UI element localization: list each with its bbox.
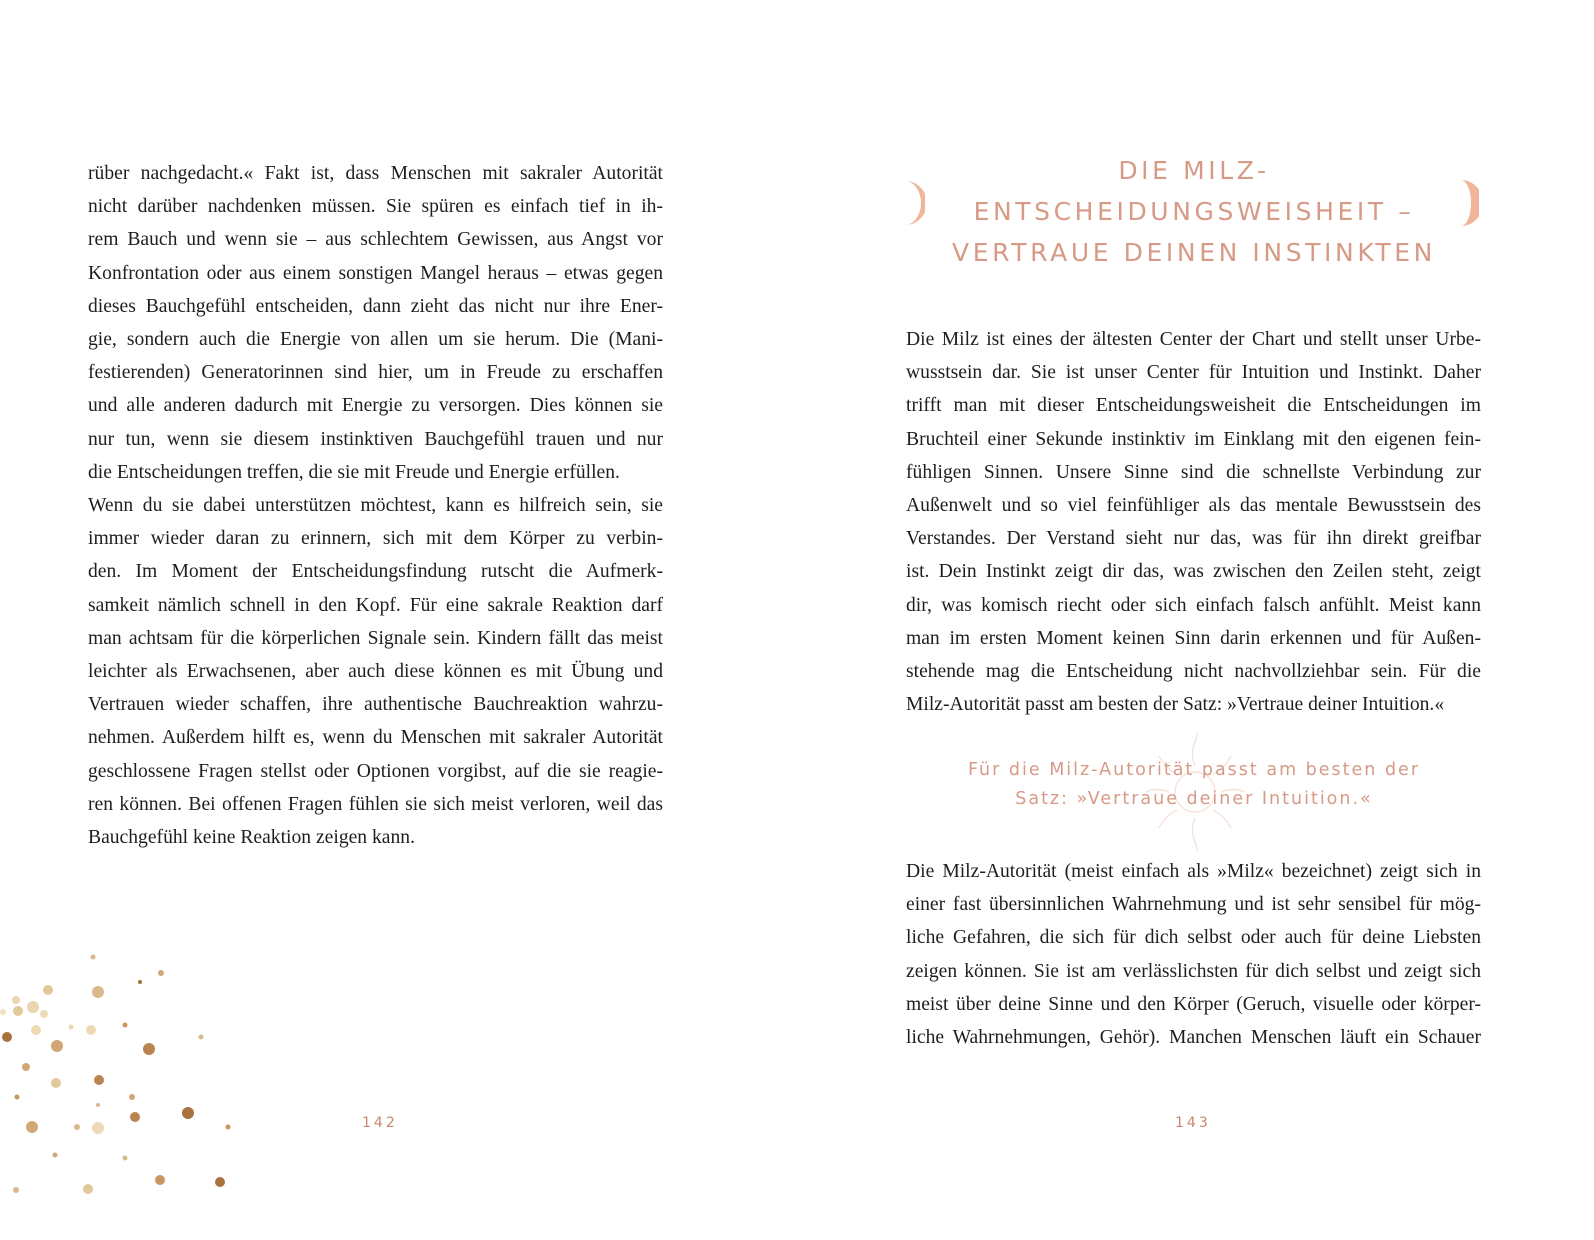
heading-line: DIE MILZ- (1118, 156, 1270, 185)
body-line: nehmen. Außerdem hilft es, wenn du Menschen mit sakraler Autorität (88, 727, 663, 749)
body-line: nur tun, wenn sie diesem instinktiven Bauchgefühl trauen und nur (88, 428, 663, 450)
body-line: stehende mag die Entscheidung nicht nachvollziehbar sein. Für die (906, 661, 1481, 683)
right-body-text-2 (906, 855, 1481, 1054)
body-line: Vertrauen wieder schaffen, ihre authentische Bauchreaktion wahrzu- (88, 694, 663, 716)
body-line: Die Milz-Autorität (meist einfach als »Milz« bezeichnet) zeigt sich in (906, 861, 1481, 882)
body-line: geschlossene Fragen stellst oder Optionen vorgibst, auf die sie reagie- (88, 760, 663, 782)
body-line: immer wieder daran zu erinnern, sich mit dem Körper zu verbin- (88, 528, 663, 550)
body-line: meist über deine Sinne und den Körper (Geruch, visuelle oder körper- (906, 993, 1481, 1015)
body-line: liche Wahrnehmungen, Gehör). Manchen Menschen läuft ein Schauer (906, 1027, 1481, 1049)
body-line: man im ersten Moment keinen Sinn darin erkennen und für Außen- (906, 627, 1481, 649)
body-line: gie, sondern auch die Energie von allen um sie herum. Die (Mani- (88, 329, 663, 351)
body-line: Bruchteil einer Sekunde instinktiv im Einklang mit den eigenen fein- (906, 428, 1481, 450)
right-body-text-1 (906, 323, 1481, 721)
section-heading (897, 150, 1491, 273)
body-line: und alle anderen dadurch mit Energie zu versorgen. Dies können sie (88, 395, 663, 417)
body-line: Bauchgefühl keine Reaktion zeigen kann. (88, 827, 415, 849)
body-line: ist. Dein Instinkt zeigt dir das, was zwischen den Zeilen steht, zeigt (906, 561, 1481, 583)
body-line: nicht darüber nachdenken müssen. Sie spüren es einfach tief in ih- (88, 196, 663, 218)
body-line: fühligen Sinnen. Unsere Sinne sind die schnellste Verbindung zur (906, 461, 1481, 483)
body-line: die Entscheidungen treffen, die sie mit Freude und Energie erfüllen. (88, 461, 620, 483)
page-number: 142 (362, 1115, 398, 1131)
right-page (797, 0, 1594, 1240)
body-line: Konfrontation oder aus einem sonstigen Mangel heraus – etwas gegen (88, 262, 663, 284)
left-body-text (88, 157, 663, 854)
body-line: einer fast übersinnlichen Wahrnehmung und ist sehr sensibel für mög- (906, 894, 1481, 916)
pull-quote (897, 756, 1491, 814)
body-line: zeigen können. Sie ist am verlässlichsten für dich selbst und zeigt sich (906, 960, 1481, 982)
body-line: rüber nachgedacht.« Fakt ist, dass Menschen mit sakraler Autorität (88, 163, 663, 184)
heading-line: VERTRAUE DEINEN INSTINKTEN (952, 238, 1436, 267)
body-line: festierenden) Generatorinnen sind hier, um in Freude zu erschaffen (88, 362, 663, 384)
body-line: samkeit nämlich schnell in den Kopf. Für eine sakrale Reaktion darf (88, 594, 663, 616)
body-line: ren können. Bei offenen Fragen fühlen sie sich meist verloren, weil das (88, 793, 663, 815)
heading-line: ENTSCHEIDUNGSWEISHEIT – (973, 197, 1415, 226)
body-line: dieses Bauchgefühl entscheiden, dann zieht das nicht nur ihre Ener- (88, 295, 663, 317)
crescent-moon-right-icon (1459, 180, 1479, 226)
body-line: rem Bauch und wenn sie – aus schlechtem Gewissen, aus Angst vor (88, 229, 663, 251)
body-line: wusstsein dar. Sie ist unser Center für Intuition und Instinkt. Daher (906, 362, 1481, 384)
body-line: dir, was komisch riecht oder sich einfach falsch anfühlt. Meist kann (906, 594, 1481, 616)
quote-line: Für die Milz-Autorität passt am besten der (967, 760, 1421, 780)
body-line: leichter als Erwachsenen, aber auch diese können es mit Übung und (88, 661, 663, 683)
body-line: Milz-Autorität passt am besten der Satz: »Vertraue deiner Intuition.« (906, 694, 1445, 716)
gold-dots-decoration (0, 940, 260, 1240)
body-line: liche Gefahren, die sich für dich selbst oder auch für deine Liebsten (906, 927, 1481, 949)
quote-line: Satz: »Vertraue deiner Intuition.« (1015, 789, 1373, 809)
body-line: Außenwelt und so viel feinfühliger als das mentale Bewusstsein des (906, 495, 1481, 517)
body-line: trifft man mit dieser Entscheidungsweisheit die Entscheidungen im (906, 395, 1481, 417)
body-line: den. Im Moment der Entscheidungsfindung rutscht die Aufmerk- (88, 561, 663, 583)
body-line: man achtsam für die körperlichen Signale sein. Kindern fällt das meist (88, 627, 663, 649)
body-line: Verstandes. Der Verstand sieht nur das, was für ihn direkt greifbar (906, 528, 1481, 550)
body-line: Wenn du sie dabei unterstützen möchtest, kann es hilfreich sein, sie (88, 495, 663, 517)
page-number: 143 (1175, 1115, 1211, 1131)
body-line: Die Milz ist eines der ältesten Center der Chart und stellt unser Urbe- (906, 329, 1481, 350)
